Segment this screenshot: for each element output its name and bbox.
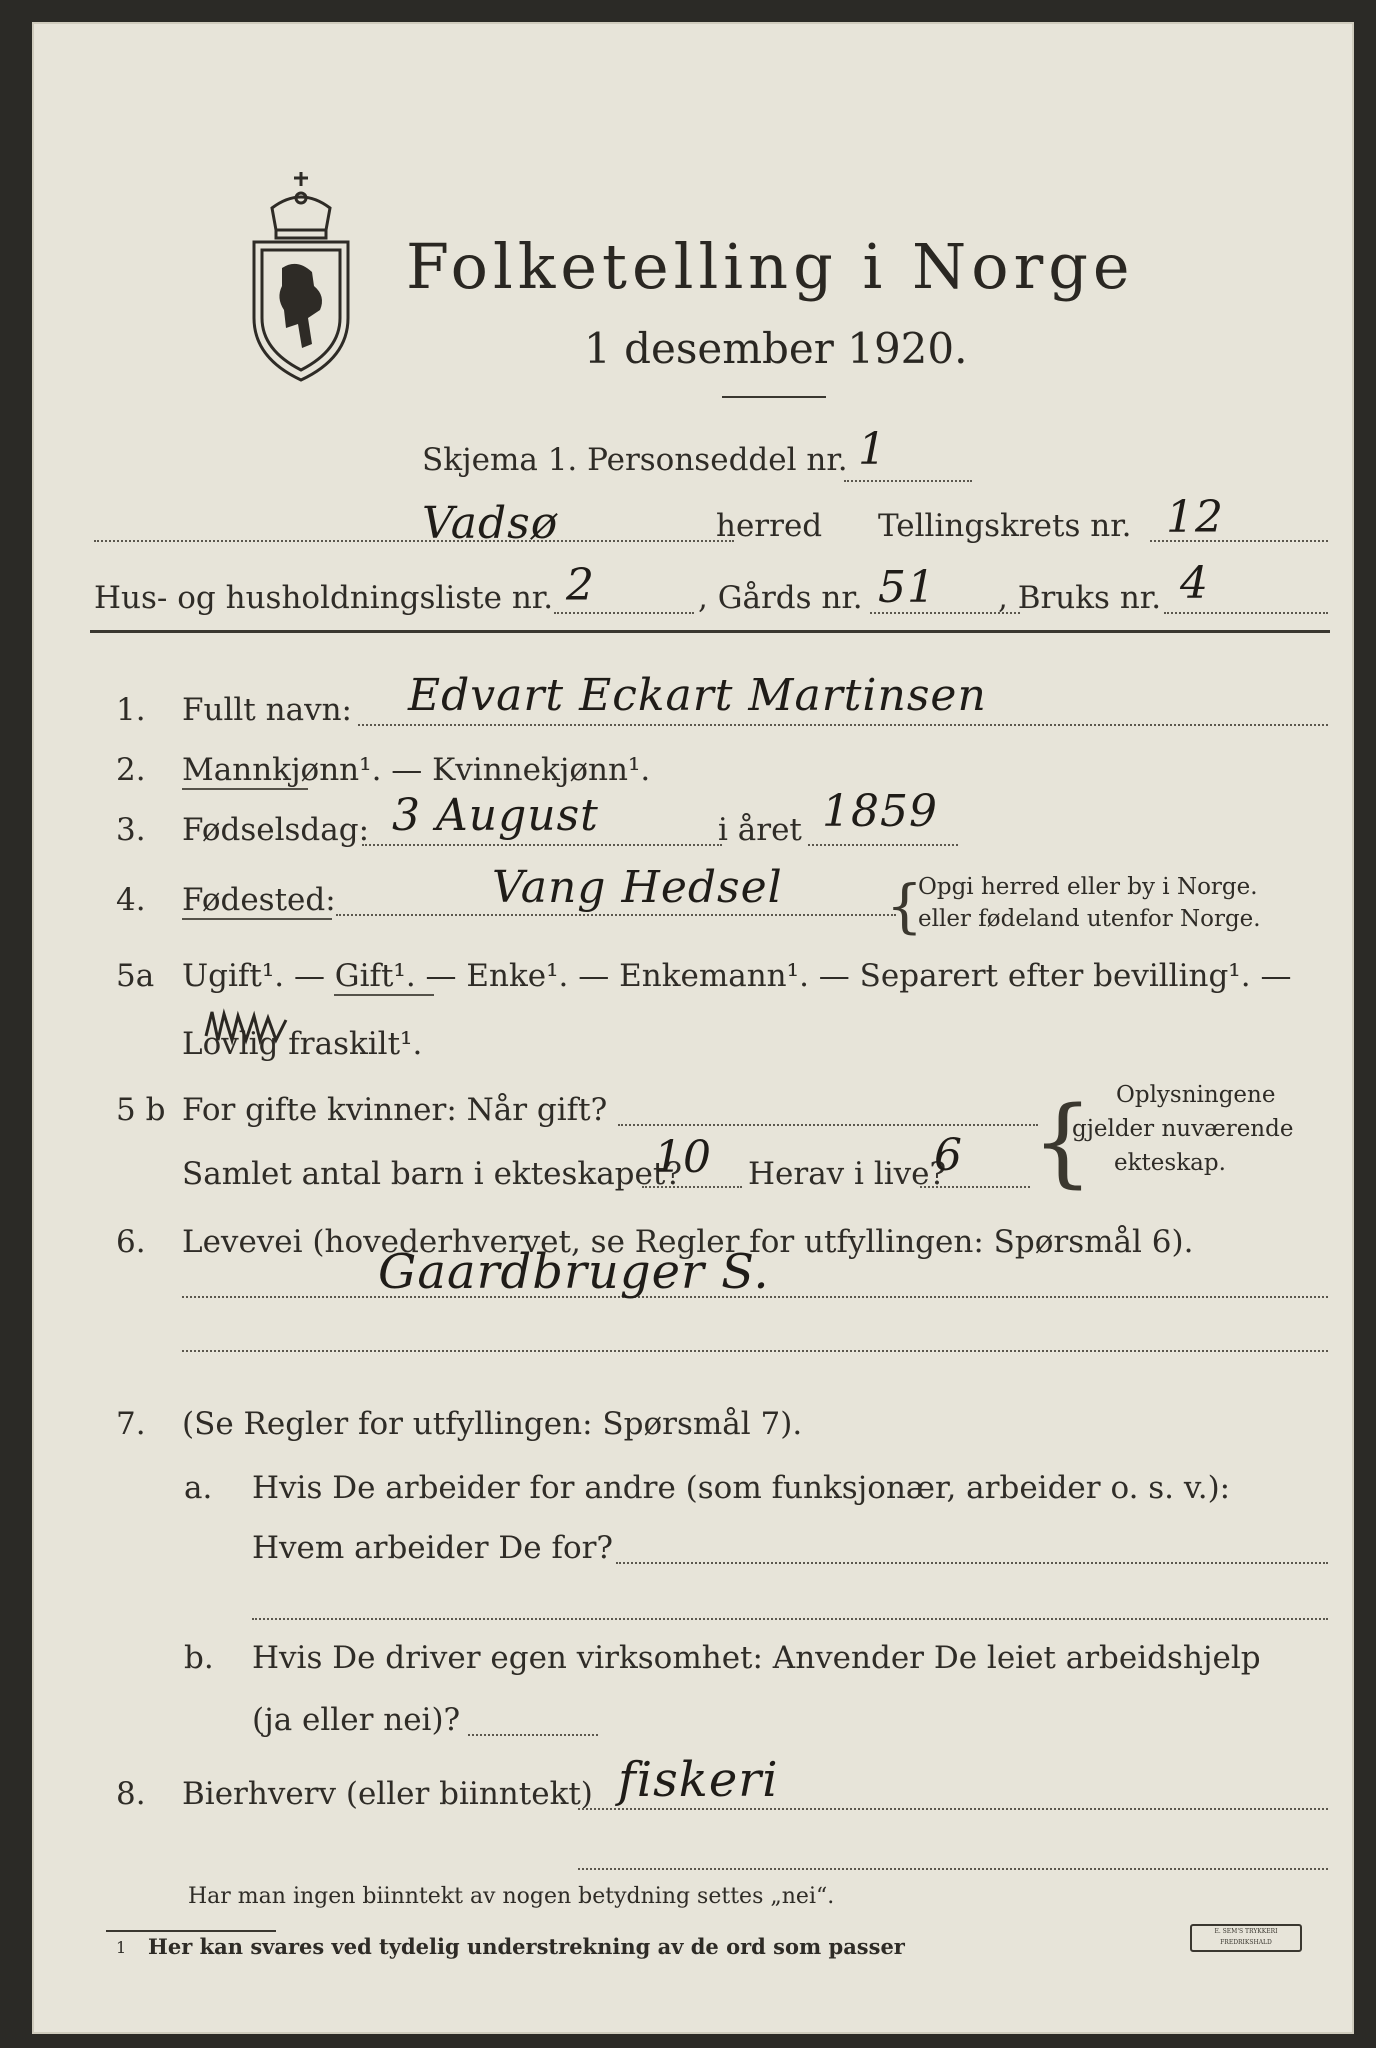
q4-birthplace: Vang Hedsel bbox=[492, 862, 783, 913]
q1-label: Fullt navn: bbox=[182, 692, 352, 728]
q7a-line1: Hvis De arbeider for andre (som funksjonær, arbeider o. s. v.): bbox=[252, 1470, 1231, 1506]
tellingskrets-value: 12 bbox=[1166, 492, 1224, 543]
q2-mannkjonn-underline bbox=[182, 788, 308, 790]
q5b-note-line1: Oplysningene bbox=[1116, 1082, 1276, 1108]
husliste-dotted-line bbox=[554, 612, 694, 614]
q4-note-line1: Opgi herred eller by i Norge. bbox=[918, 874, 1258, 900]
herred-dotted-line bbox=[94, 540, 734, 542]
gards-label: , Gårds nr. bbox=[698, 580, 863, 616]
form-title: Folketelling i Norge bbox=[406, 230, 1135, 303]
q5b-note-line3: ekteskap. bbox=[1114, 1150, 1226, 1176]
tellingskrets-label: Tellingskrets nr. bbox=[878, 508, 1132, 544]
gards-value: 51 bbox=[878, 562, 936, 613]
footnote-text: Her kan svares ved tydelig understrekning av de ord som passer bbox=[148, 1934, 905, 1959]
q7a-dotted-line-1 bbox=[616, 1562, 1328, 1564]
q4-number: 4. bbox=[116, 882, 146, 918]
q5b-married-dotted-line bbox=[618, 1124, 1038, 1126]
q5b-line1: For gifte kvinner: Når gift? bbox=[182, 1092, 608, 1128]
q5a-line2: Lovlig fraskilt¹. bbox=[182, 1026, 423, 1062]
q5a-number: 5a bbox=[116, 958, 155, 994]
q1-full-name: Edvart Eckart Martinsen bbox=[408, 670, 987, 721]
husliste-value: 2 bbox=[566, 560, 595, 611]
q1-number: 1. bbox=[116, 692, 146, 728]
q3-birth-year: 1859 bbox=[822, 786, 938, 837]
q8-label: Bierhverv (eller biinntekt) bbox=[182, 1776, 593, 1812]
q5a-line1: Ugift¹. — Gift¹. — Enke¹. — Enkemann¹. — Separert efter bevilling¹. — bbox=[182, 958, 1292, 994]
q7b-line1: Hvis De driver egen virksomhet: Anvender De leiet arbeidshjelp bbox=[252, 1640, 1261, 1676]
q2-number: 2. bbox=[116, 752, 146, 788]
census-date: 1 desember 1920. bbox=[584, 324, 968, 373]
q5a-scribble-icon bbox=[202, 1006, 292, 1046]
herred-label: herred bbox=[716, 508, 823, 544]
bruks-value: 4 bbox=[1180, 558, 1209, 609]
herred-value: Vadsø bbox=[422, 498, 559, 549]
q7b-letter: b. bbox=[184, 1640, 214, 1676]
q4-dotted-line bbox=[336, 914, 896, 916]
q8-number: 8. bbox=[116, 1776, 146, 1812]
skjema-value: 1 bbox=[858, 424, 887, 475]
q8-dotted-line-2 bbox=[578, 1868, 1328, 1870]
q5b-barn-dotted-line bbox=[642, 1186, 742, 1188]
q6-dotted-line-2 bbox=[182, 1350, 1328, 1352]
q3-year-dotted-line bbox=[808, 844, 958, 846]
footer-note: Har man ingen biinntekt av nogen betydning settes „nei“. bbox=[188, 1884, 835, 1909]
q7-number: 7. bbox=[116, 1406, 146, 1442]
footnote-rule bbox=[106, 1930, 276, 1932]
q3-birthday: 3 August bbox=[392, 790, 599, 841]
q5b-barn-label: Samlet antal barn i ekteskapet? bbox=[182, 1156, 682, 1192]
bruks-label: , Bruks nr. bbox=[998, 580, 1162, 616]
q3-label: Fødselsdag: bbox=[182, 812, 370, 848]
q3-dotted-line bbox=[362, 844, 722, 846]
q5b-live-label: Herav i live? bbox=[748, 1156, 947, 1192]
q6-number: 6. bbox=[116, 1224, 146, 1260]
q4-underline bbox=[182, 918, 332, 920]
q8-secondary-income: fiskeri bbox=[618, 1752, 779, 1808]
q8-dotted-line-1 bbox=[578, 1808, 1328, 1810]
q7b-line2: (ja eller nei)? bbox=[252, 1702, 461, 1738]
q5b-live-dotted-line bbox=[920, 1186, 1030, 1188]
bruks-dotted-line bbox=[1164, 612, 1328, 614]
header-separator bbox=[90, 630, 1330, 633]
q4-brace-icon: { bbox=[886, 872, 923, 940]
q4-label: Fødested: bbox=[182, 882, 336, 918]
q2-label: Mannkjønn¹. — Kvinnekjønn¹. bbox=[182, 752, 651, 788]
skjema-dotted-line bbox=[844, 480, 972, 482]
q7a-letter: a. bbox=[184, 1470, 213, 1506]
norwegian-coat-of-arms-icon bbox=[242, 168, 360, 386]
husliste-label: Hus- og husholdningsliste nr. bbox=[94, 580, 554, 616]
census-form-paper bbox=[32, 22, 1354, 2034]
q5b-brace-icon: { bbox=[1032, 1086, 1094, 1198]
q1-dotted-line bbox=[358, 724, 1328, 726]
q5b-note-line2: gjelder nuværende bbox=[1072, 1116, 1294, 1142]
q7a-line2: Hvem arbeider De for? bbox=[252, 1530, 614, 1566]
q3-number: 3. bbox=[116, 812, 146, 848]
q6-label: Levevei (hovederhvervet, se Regler for utfyllingen: Spørsmål 6). bbox=[182, 1224, 1194, 1260]
footnote-mark: 1 bbox=[116, 1938, 127, 1957]
title-divider bbox=[722, 396, 826, 398]
q5b-live-value: 6 bbox=[934, 1130, 963, 1181]
q5a-gift-underline bbox=[334, 994, 434, 996]
q5b-number: 5 b bbox=[116, 1092, 166, 1128]
q6-occupation: Gaardbruger S. bbox=[378, 1244, 770, 1300]
q7b-dotted-line bbox=[468, 1734, 598, 1736]
printer-stamp: E. SEM'S TRYKKERI FREDRIKSHALD bbox=[1190, 1924, 1302, 1952]
q7a-dotted-line-2 bbox=[252, 1618, 1328, 1620]
q4-note-line2: eller fødeland utenfor Norge. bbox=[918, 906, 1261, 932]
skjema-label: Skjema 1. Personseddel nr. bbox=[422, 442, 848, 478]
q7-label: (Se Regler for utfyllingen: Spørsmål 7). bbox=[182, 1406, 803, 1442]
q5b-barn-value: 10 bbox=[654, 1132, 712, 1183]
q3-year-label: i året bbox=[718, 812, 802, 848]
